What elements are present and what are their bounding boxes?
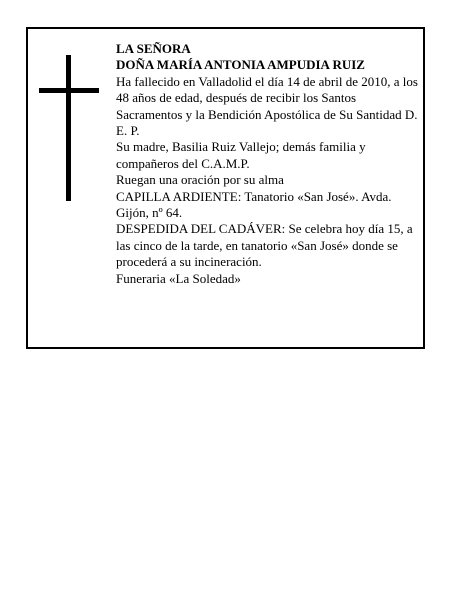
notice-heading-title: LA SEÑORA [116, 41, 191, 56]
notice-text-block [116, 41, 421, 287]
obituary-notice [26, 27, 425, 349]
prayer-request-paragraph: Ruegan una oración por su alma [116, 172, 284, 188]
cross-icon [39, 55, 99, 201]
chapel-paragraph: CAPILLA ARDIENTE: Tanatorio «San José». Avda. Gijón, nº 64. [116, 188, 392, 221]
cross-horizontal-bar [39, 88, 99, 93]
death-details-paragraph: Ha fallecido en Valladolid el día 14 de abril de 2010, a los 48 años de edad, después de recibir los Santos Sacramentos y la Bendición Apostólica de Su Santidad D. E. P. [116, 73, 418, 139]
deceased-name: DOÑA MARÍA ANTONIA AMPUDIA RUIZ [116, 57, 365, 73]
funeral-home-paragraph: Funeraria «La Soledad» [116, 270, 241, 286]
farewell-paragraph: DESPEDIDA DEL CADÁVER: Se celebra hoy día 15, a las cinco de la tarde, en tanatorio «San José» donde se procederá a su incineración. [116, 221, 413, 270]
cross-vertical-bar [66, 55, 71, 201]
family-paragraph: Su madre, Basilia Ruiz Vallejo; demás familia y compañeros del C.A.M.P. [116, 139, 366, 171]
